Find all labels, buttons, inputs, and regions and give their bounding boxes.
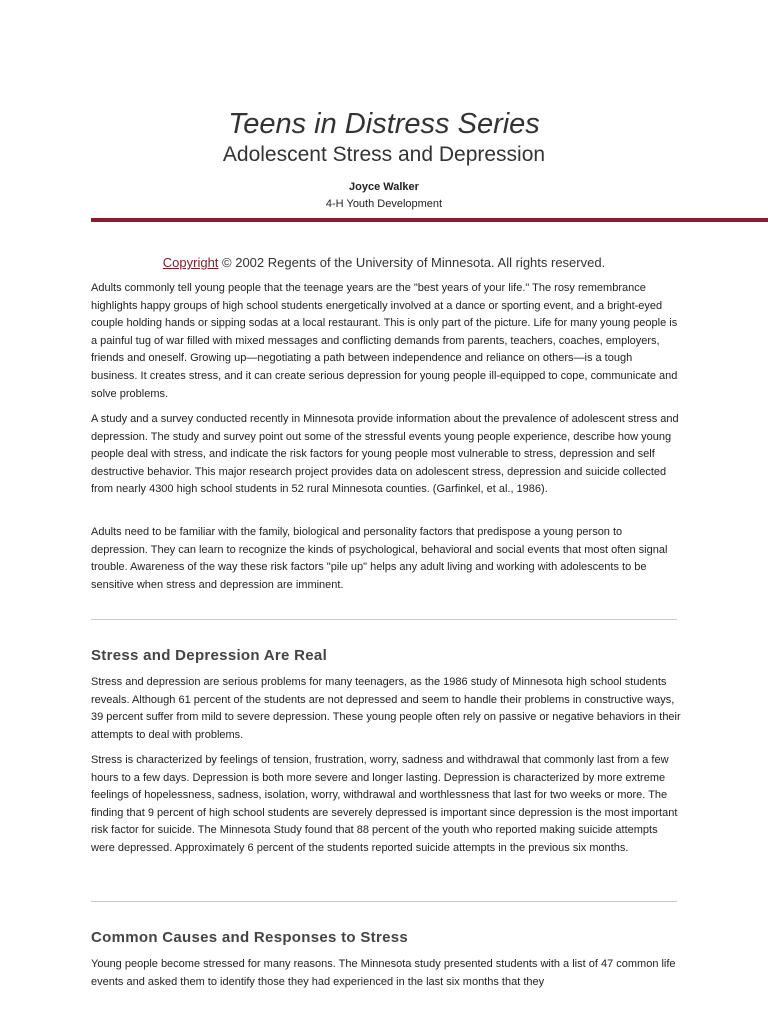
section-1-paragraph-2: Stress is characterized by feelings of tension, frustration, worry, sadness and withdrawal that commonly last from a few hours to a few days. Depression is both more severe and longer lasting. Depression is characterized by more extreme feelings of hopelessness, sadness, isolation, worry, withdrawal and worthlessness that last for two weeks or more. The finding that 9 percent of high school students are severely depressed is important since depression is the most important risk factor for suicide. The Minnesota Study found that 88 percent of the youth who reported making suicide attempts were depressed. Approximately 6 percent of the students reported suicide attempts in the previous six months. [91,754,678,854]
intro-paragraph-2: A study and a survey conducted recently in Minnesota provide information about the prevalence of adolescent stress and depression. The study and survey point out some of the stressful events young people experience, describe how young people deal with stress, and indicate the risk factors for young people most vulnerable to stress, depression and self destructive behavior. This major research project provides data on adolescent stress, depression and suicide collected from nearly 4300 high school students in 52 rural Minnesota counties. (Garfinkel, et al., 1986). [91,413,679,496]
author-name: Joyce Walker [349,181,419,193]
section-1-paragraph-1: Stress and depression are serious problems for many teenagers, as the 1986 study of Minnesota high school students reveals. Although 61 percent of the students are not depressed and seem to handle their problems in constructive ways, 39 percent suffer from mild to severe depression. These young people often rely on passive or negative behaviors in their attempts to deal with problems. [91,676,681,741]
page-subtitle: Adolescent Stress and Depression [222,143,546,166]
header-divider [91,218,768,222]
section-divider [91,619,677,620]
copyright-link[interactable]: Copyright [162,255,219,270]
copyright-text: © 2002 Regents of the University of Minnesota. All rights reserved. [218,255,606,270]
section-divider [91,901,677,902]
copyright-notice [0,255,768,271]
section-heading: Stress and Depression Are Real [91,647,328,664]
author-affiliation: 4-H Youth Development [325,198,443,210]
page-title: Teens in Distress Series [228,108,540,140]
section-2-paragraph-1: Young people become stressed for many reasons. The Minnesota study presented students with a list of 47 common life events and asked them to identify those they had experienced in the last six months that they [91,958,676,988]
section-heading: Common Causes and Responses to Stress [91,929,409,946]
intro-paragraph-1: Adults commonly tell young people that the teenage years are the "best years of your life." The rosy remembrance highlights happy groups of high school students energetically involved at a dance or sporting event, and a bright-eyed couple holding hands or sipping sodas at a local restaurant. This is only part of the picture. Life for many young people is a painful tug of war filled with mixed messages and conflicting demands from parents, teachers, coaches, employers, friends and oneself. Growing up—negotiating a path between independence and reliance on others—is a tough business. It creates stress, and it can create serious depression for young people ill-equipped to cope, communicate and solve problems. [91,282,678,400]
intro-paragraph-3: Adults need to be familiar with the family, biological and personality factors that predispose a young person to depression. They can learn to recognize the kinds of psychological, behavioral and social events that most often signal trouble. Awareness of the way these risk factors "pile up" helps any adult living and working with adolescents to be sensitive when stress and depression are imminent. [91,526,668,591]
